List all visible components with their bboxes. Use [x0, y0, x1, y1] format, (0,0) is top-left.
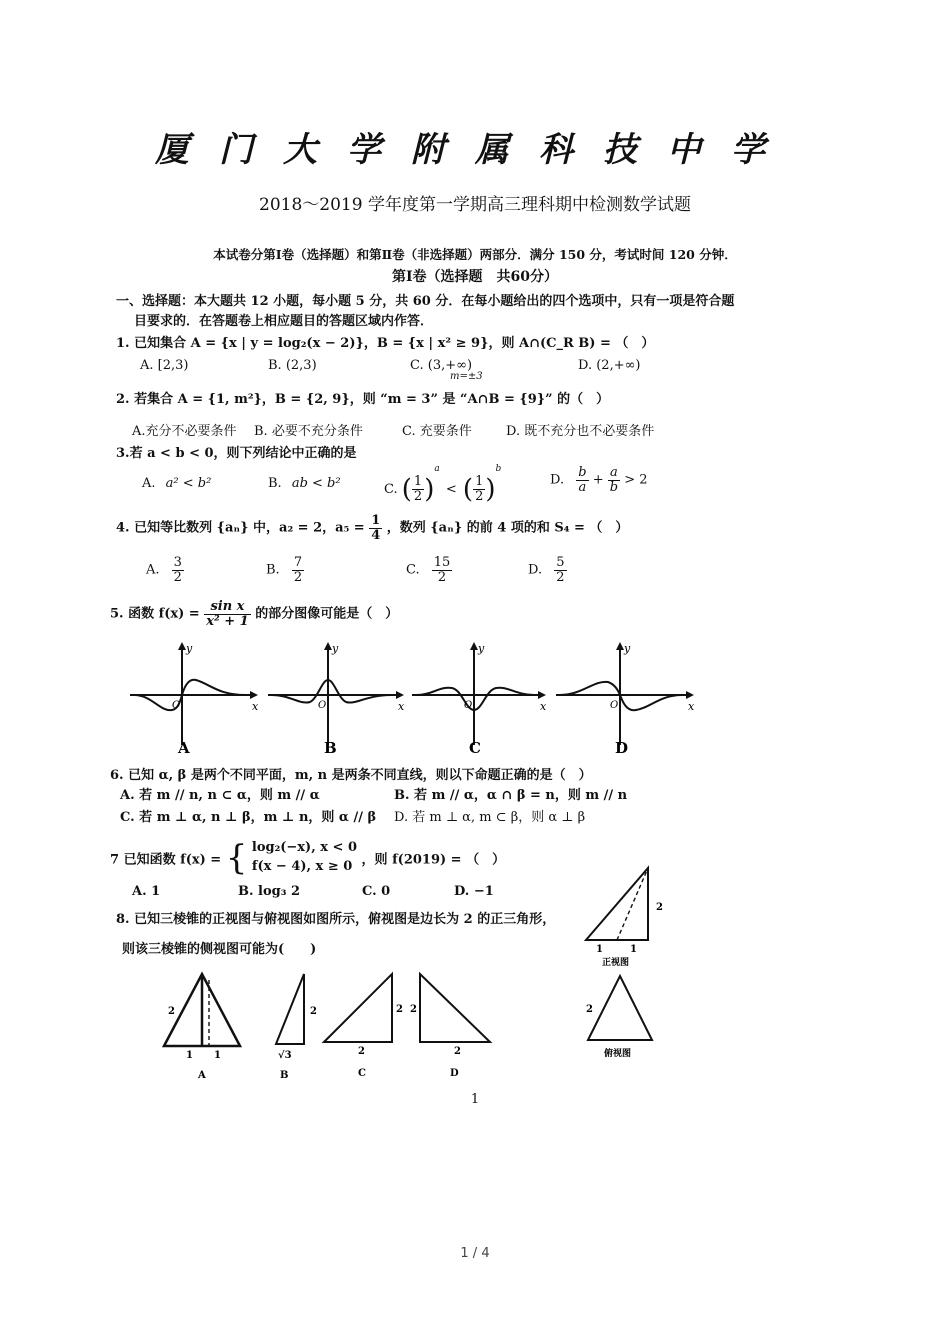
q5-graph-a: [130, 642, 259, 757]
q5-graphs: [120, 640, 710, 758]
q5-denominator: x² + 1: [206, 613, 249, 629]
q4-c-denominator: 2: [437, 569, 447, 585]
q6-option-a: A. 若 m // n, n ⊂ α，则 m // α: [120, 788, 320, 803]
q8-c-label: C: [358, 1068, 366, 1079]
q3-option-c: C. ( $\frac{1}{2}$ )$^a$ < ( $\frac{1}{2}$ )$^b$: [384, 464, 502, 505]
q5-d-origin: O: [610, 700, 619, 711]
q3-option-a: [142, 476, 211, 491]
section-instructions-2: 目要求的．在答题卷上相应题目的答题区域内作答．: [134, 314, 434, 329]
q8-option-b-figure: [276, 974, 317, 1081]
q5-b-label: B: [324, 739, 337, 757]
q8-front-dim-2: 2: [656, 902, 663, 913]
q8-b-label: B: [280, 1070, 289, 1081]
q3-option-b: [268, 476, 341, 491]
q5-numerator: sin x: [204, 600, 250, 615]
q7-stem: 7 已知函数 f(x) = { log₂(−x), x < 0 f(x − 4), x ≥ 0 ，则 f(2019) = （ ）: [110, 838, 506, 878]
q5-d-label: D: [615, 739, 629, 757]
q1-option-c: C. (3,+∞): [410, 358, 473, 373]
q4-option-c-label: C.: [406, 562, 420, 578]
q3-option-c-label: C.: [384, 482, 398, 497]
q8-b-dim-2: 2: [310, 1006, 317, 1017]
q4-option-d: [528, 556, 567, 584]
q6-option-b: B. 若 m // α，α ∩ β = n，则 m // n: [394, 788, 628, 803]
q5-graph-c: [412, 642, 547, 757]
section-instructions-1: 一、选择题：本大题共 12 小题，每小题 5 分，共 60 分．在每小题给出的四个选项中，只有一项是符合题: [116, 294, 735, 309]
q8-front-view: [578, 862, 668, 970]
q8-top-dim-2: 2: [586, 1004, 593, 1015]
q7-option-c: C. 0: [362, 884, 391, 899]
q3-option-b-expr: ab < b²: [291, 476, 341, 491]
page-number: 1: [470, 1092, 480, 1107]
q8-front-dim-1b: 1: [630, 944, 637, 955]
q5-d-axis-y: y: [624, 642, 631, 655]
q2-option-c: C. 充要条件: [402, 424, 472, 439]
q4-stem-numerator: 1: [371, 513, 381, 528]
q4-option-a: [146, 556, 184, 584]
q3-d-numerator-2: a: [608, 466, 620, 481]
q5-c-axis-y: y: [478, 642, 485, 655]
q8-top-view-label: 俯视图: [604, 1049, 632, 1059]
q4-option-b: [266, 556, 304, 584]
q1-option-a: A. [2,3): [140, 358, 189, 373]
q5-a-axis-y: y: [186, 642, 193, 655]
q8-c-dim-2-bottom: 2: [358, 1046, 365, 1057]
q6-stem: 6. 已知 α, β 是两个不同平面，m, n 是两条不同直线，则以下命题正确的是（ ）: [110, 768, 592, 783]
q4-stem-post: ，数列 {aₙ} 的前 4 项的和 S₄ = （ ）: [386, 520, 629, 536]
q3-d-denominator-2: b: [609, 479, 619, 495]
q4-option-d-label: D.: [528, 562, 543, 578]
q3-c-denominator-2: 2: [475, 489, 484, 504]
q3-c-denominator-1: 2: [413, 489, 423, 504]
q8-line-2: 则该三棱锥的侧视图可能为( ): [122, 942, 317, 957]
q3-c-less-than: <: [445, 482, 457, 497]
q2-handwritten-note: m=±3: [450, 371, 483, 382]
q6-option-c: C. 若 m ⊥ α, n ⊥ β，m ⊥ n，则 α // β: [120, 810, 377, 825]
q5-graph-b: [268, 642, 405, 757]
q4-c-numerator: 15: [433, 555, 451, 570]
q8-a-label: A: [198, 1070, 206, 1081]
q8-c-dim-2: 2: [396, 1004, 403, 1015]
q2-option-a: A.充分不必要条件: [132, 424, 237, 439]
q1-option-b: B. (2,3): [268, 358, 317, 373]
q3-option-b-label: B.: [268, 476, 282, 491]
q8-side-view-options-cd: [318, 966, 518, 1084]
q2-stem: 2. 若集合 A = {1, m²}，B = {2, 9}，则 “m = 3” 是 “A∩B = {9}” 的（ ）: [116, 392, 610, 407]
q1-option-d: D. (2,+∞): [578, 358, 641, 373]
q5-a-label: A: [178, 739, 190, 757]
q3-option-d: D. $\frac{b}{a}$ + $\frac{a}{b}$ > 2: [550, 465, 648, 495]
q5-a-axis-x: x: [252, 700, 259, 713]
q5-b-origin: O: [318, 700, 327, 711]
q8-d-label: D: [450, 1068, 459, 1079]
q7-option-a: A. 1: [132, 884, 161, 899]
q3-d-denominator-1: a: [578, 479, 587, 495]
q5-c-axis-x: x: [540, 700, 547, 713]
q7-option-d: D. −1: [454, 884, 494, 899]
q2-option-b: B. 必要不充分条件: [254, 424, 363, 439]
part-title: 第Ⅰ卷（选择题 共60分）: [391, 269, 559, 285]
school-name: 厦门大学附属科技中学: [155, 130, 795, 170]
q3-option-d-label: D.: [550, 472, 565, 488]
q8-front-view-label: 正视图: [602, 958, 630, 968]
q5-a-origin: O: [172, 700, 181, 711]
q3-c-exponent-b: b: [495, 464, 502, 474]
q8-option-a-figure: [164, 974, 240, 1081]
exam-title: 2018～2019 学年度第一学期高三理科期中检测数学试题: [259, 195, 691, 215]
q8-b-dim-sqrt3: √3: [278, 1050, 292, 1061]
q2-option-d: D. 既不充分也不必要条件: [506, 424, 655, 439]
q3-d-numerator-1: b: [578, 465, 587, 480]
q5-stem: [110, 600, 398, 628]
q4-d-denominator: 2: [556, 569, 565, 585]
q4-stem-pre: 4. 已知等比数列 {aₙ} 中，a₂ = 2，a₅ =: [116, 520, 365, 536]
q7-stem-post: ，则 f(2019) = （ ）: [361, 852, 506, 868]
q8-front-dim-1a: 1: [596, 944, 603, 955]
q5-b-axis-x: x: [398, 700, 405, 713]
q3-c-exponent-a: a: [434, 464, 440, 474]
q8-a-dim-1b: 1: [214, 1050, 221, 1061]
q8-d-dim-2: 2: [410, 1004, 417, 1015]
q4-b-denominator: 2: [293, 569, 303, 585]
q5-d-axis-x: x: [688, 700, 695, 713]
q8-d-dim-2-bottom: 2: [454, 1046, 461, 1057]
q4-stem-denominator: 4: [371, 527, 381, 543]
q3-c-numerator-1: 1: [413, 474, 423, 490]
q7-case-1: log₂(−x), x < 0: [251, 840, 358, 856]
q4-option-b-label: B.: [266, 562, 280, 578]
q5-c-origin: O: [464, 700, 473, 711]
q8-a-dim-1a: 1: [186, 1050, 193, 1061]
q3-option-a-expr: a² < b²: [165, 476, 212, 491]
q4-a-denominator: 2: [173, 569, 182, 585]
q5-c-label: C: [469, 739, 481, 757]
q4-a-numerator: 3: [173, 555, 182, 570]
q4-option-a-label: A.: [146, 562, 160, 578]
q4-b-numerator: 7: [293, 555, 303, 570]
q5-stem-pre: 5. 函数 f(x) =: [110, 606, 200, 622]
q5-stem-post: 的部分图像可能是（ ）: [255, 606, 399, 622]
q4-stem: [116, 514, 628, 542]
q1-stem: 1. 已知集合 A = {x | y = log₂(x − 2)}，B = {x | x² ≥ 9}，则 A∩(C_R B) = （ ）: [116, 336, 655, 351]
q8-top-view: [580, 970, 670, 1060]
q3-d-rest: > 2: [624, 472, 648, 488]
q7-stem-pre: 7 已知函数 f(x) =: [110, 852, 222, 868]
q8-line-1: 8. 已知三棱锥的正视图与俯视图如图所示，俯视图是边长为 2 的正三角形，: [116, 912, 556, 927]
q4-option-c: [406, 556, 452, 584]
q3-option-a-label: A.: [142, 476, 156, 491]
q8-a-dim-2: 2: [168, 1006, 175, 1017]
q5-b-axis-y: y: [332, 642, 339, 655]
q8-option-d-figure: [410, 974, 490, 1079]
q8-option-c-figure: [324, 974, 403, 1079]
q7-case-2: f(x − 4), x ≥ 0: [251, 859, 353, 874]
exam-intro: 本试卷分第Ⅰ卷（选择题）和第Ⅱ卷（非选择题）两部分．满分 150 分，考试时间 120 分钟．: [213, 247, 737, 262]
page-indicator: 1 / 4: [460, 1246, 490, 1261]
q5-graph-d: [556, 642, 695, 757]
q6-option-d: D. 若 m ⊥ α, m ⊂ β，则 α ⊥ β: [394, 810, 586, 825]
q3-stem: 3.若 a < b < 0，则下列结论中正确的是: [116, 446, 357, 461]
q3-c-numerator-2: 1: [475, 474, 484, 490]
q7-option-b: B. log₃ 2: [238, 884, 301, 899]
q4-d-numerator: 5: [556, 555, 565, 570]
